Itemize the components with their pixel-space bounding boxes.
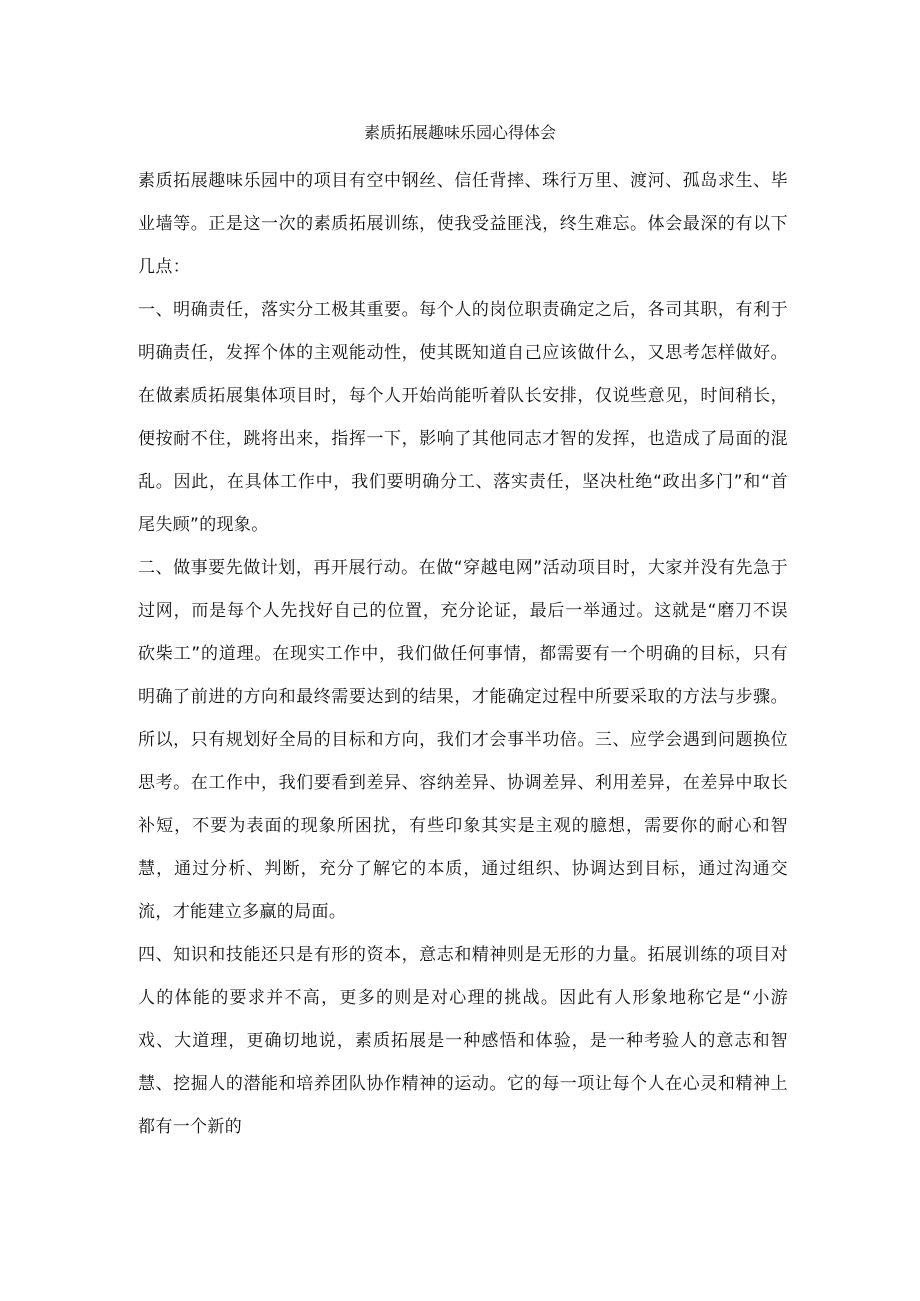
document-title: 素质拓展趣味乐园心得体会 bbox=[363, 123, 556, 142]
paragraph-intro: 素质拓展趣味乐园中的项目有空中钢丝、信任背摔、珠行万里、渡河、孤岛求生、毕业墙等。正是这一次的素质拓展训练，使我受益匪浅，终生难忘。体会最深的有以下几点： bbox=[138, 171, 788, 277]
paragraph-point-two-three: 二、做事要先做计划，再开展行动。在做“穿越电网”活动项目时，大家并没有先急于过网，而是每个人先找好自己的位置，充分论证，最后一举通过。这就是“磨刀不误砍柴工”的道理。在现实工作中，我们做任何事情，都需要有一个明确的目标，只有明确了前进的方向和最终需要达到的结果，才能确定过程中所要采取的方法与步骤。所以，只有规划好全局的目标和方向，我们才会事半功倍。三、应学会遇到问题换位思考。在工作中，我们要看到差异、容纳差异、协调差异、利用差异，在差异中取长补短，不要为表面的现象所困扰，有些印象其实是主观的臆想，需要你的耐心和智慧，通过分析、判断，充分了解它的本质，通过组织、协调达到目标，通过沟通交流，才能建立多赢的局面。 bbox=[138, 558, 788, 922]
document-body bbox=[138, 160, 788, 1149]
paragraph-point-four: 四、知识和技能还只是有形的资本，意志和精神则是无形的力量。拓展训练的项目对人的体能的要求并不高，更多的则是对心理的挑战。因此有人形象地称它是“小游戏、大道理，更确切地说，素质拓展是一种感悟和体验，是一种考验人的意志和智慧、挖掘人的潜能和培养团队协作精神的运动。它的每一项让每个人在心灵和精神上都有一个新的 bbox=[138, 945, 788, 1137]
paragraph-point-one: 一、明确责任，落实分工极其重要。每个人的岗位职责确定之后，各司其职，有利于明确责任，发挥个体的主观能动性，使其既知道自己应该做什么，又思考怎样做好。在做素质拓展集体项目时，每个人开始尚能听着队长安排，仅说些意见，时间稍长，便按耐不住，跳将出来，指挥一下，影响了其他同志才智的发挥，也造成了局面的混乱。因此，在具体工作中，我们要明确分工、落实责任，坚决杜绝“政出多门”和“首尾失顾”的现象。 bbox=[138, 300, 788, 535]
